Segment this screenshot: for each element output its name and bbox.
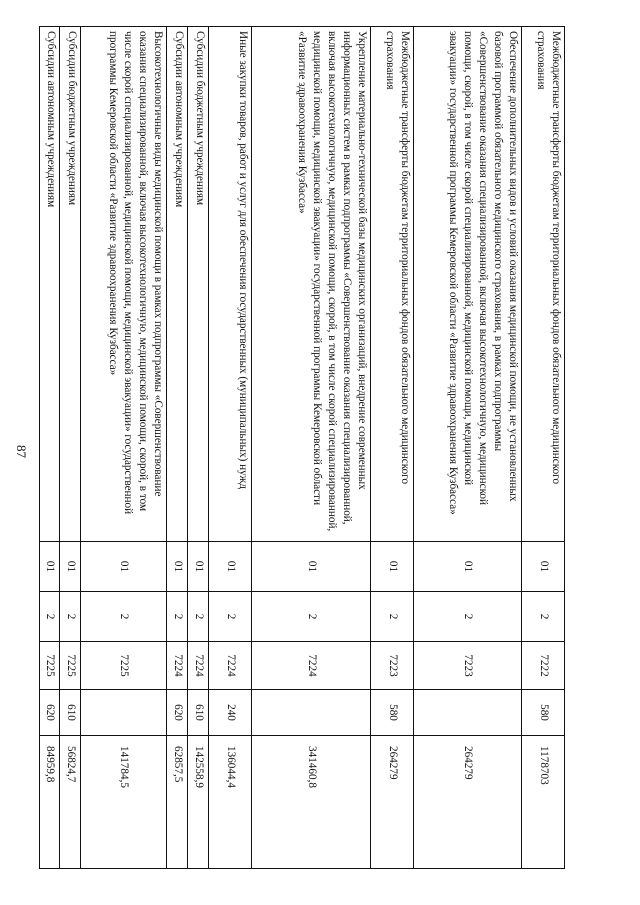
cell-c3: 7223 <box>371 642 414 690</box>
cell-c1: 01 <box>371 542 414 592</box>
cell-name: Обеспечение дополнительных видов и условий оказания медицинской помощи, не установленных базовой программой обязательного медицинского страхования, в рамках подпрограммы «Совершенствование оказания специализированной, включая высокотехнологичную, медицинской помощи, скорой, в том числе скорой специализированной, медицинской помощи, медицинской эвакуации» государственной программы Кемеровской области «Развитие здравоохранения Кузбасса» <box>414 27 522 542</box>
cell-c4: 240 <box>209 690 252 736</box>
cell-c2: 2 <box>209 592 252 642</box>
cell-c1: 01 <box>167 542 188 592</box>
page-number: 87 <box>14 445 29 458</box>
table-row <box>371 27 414 869</box>
cell-c1: 01 <box>81 542 167 592</box>
cell-name: Укрепление материально-технической базы медицинских организаций, внедрение современных информационных систем в рамках подпрограммы «Совершенствование оказания специализированной, включая высокотехнологичную, медицинской помощи, скорой, в том числе скорой специализированной, медицинской помощи, медицинской эвакуации» государственной программы Кемеровской области «Развитие здравоохранения Кузбасса» <box>252 27 371 542</box>
cell-c3: 7225 <box>81 642 167 690</box>
cell-name: Иные закупки товаров, работ и услуг для обеспечения государственных (муниципальных) нужд <box>209 27 252 542</box>
cell-c2: 2 <box>60 592 81 642</box>
cell-c4: 620 <box>167 690 188 736</box>
cell-c1: 01 <box>522 542 565 592</box>
cell-c3: 7222 <box>522 642 565 690</box>
cell-amount: 142558,9 <box>188 736 209 869</box>
cell-name: Субсидии бюджетным учреждениям <box>188 27 209 542</box>
cell-c2: 2 <box>252 592 371 642</box>
budget-table-container <box>44 26 565 868</box>
cell-c1: 01 <box>252 542 371 592</box>
cell-name: Межбюджетные трансферты бюджетам территориальных фондов обязательного медицинского страхования <box>522 27 565 542</box>
cell-c2: 2 <box>40 592 60 642</box>
cell-amount: 264279 <box>371 736 414 869</box>
cell-c3: 7223 <box>414 642 522 690</box>
cell-c1: 01 <box>40 542 60 592</box>
cell-c1: 01 <box>414 542 522 592</box>
cell-name: Высокотехнологичные виды медицинской помощи в рамках подпрограммы «Совершенствование оказания специализированной, включая высокотехнологичную, медицинской помощи, скорой, в том числе скорой специализированной, медицинской помощи, медицинской эвакуации» государственной программы Кемеровской области «Развитие здравоохранения Кузбасса» <box>81 27 167 542</box>
cell-amount: 341460,8 <box>252 736 371 869</box>
cell-c4 <box>81 690 167 736</box>
table-row <box>188 27 209 869</box>
table-body <box>40 27 565 869</box>
cell-c2: 2 <box>371 592 414 642</box>
cell-c2: 2 <box>414 592 522 642</box>
cell-c4 <box>414 690 522 736</box>
cell-name: Субсидии автономным учреждениям <box>167 27 188 542</box>
cell-c2: 2 <box>167 592 188 642</box>
cell-c3: 7224 <box>252 642 371 690</box>
cell-c3: 7224 <box>188 642 209 690</box>
cell-c4: 620 <box>40 690 60 736</box>
table-row <box>522 27 565 869</box>
table-row <box>40 27 60 869</box>
cell-c3: 7224 <box>167 642 188 690</box>
table-row <box>60 27 81 869</box>
cell-c2: 2 <box>522 592 565 642</box>
table-row <box>209 27 252 869</box>
cell-amount: 84959,8 <box>40 736 60 869</box>
cell-c4 <box>252 690 371 736</box>
budget-table <box>39 26 565 869</box>
cell-name: Межбюджетные трансферты бюджетам территориальных фондов обязательного медицинского страхования <box>371 27 414 542</box>
cell-c2: 2 <box>188 592 209 642</box>
table-row <box>167 27 188 869</box>
cell-c1: 01 <box>188 542 209 592</box>
cell-c4: 610 <box>60 690 81 736</box>
cell-amount: 264279 <box>414 736 522 869</box>
cell-c3: 7225 <box>40 642 60 690</box>
cell-amount: 62857,5 <box>167 736 188 869</box>
cell-amount: 56824,7 <box>60 736 81 869</box>
cell-c3: 7225 <box>60 642 81 690</box>
cell-name: Субсидии бюджетным учреждениям <box>60 27 81 542</box>
table-row <box>252 27 371 869</box>
cell-c4: 580 <box>522 690 565 736</box>
cell-c4: 610 <box>188 690 209 736</box>
cell-c1: 01 <box>60 542 81 592</box>
cell-c1: 01 <box>209 542 252 592</box>
cell-amount: 141784,5 <box>81 736 167 869</box>
cell-name: Субсидии автономным учреждениям <box>40 27 60 542</box>
table-row <box>81 27 167 869</box>
cell-amount: 1178703 <box>522 736 565 869</box>
cell-c2: 2 <box>81 592 167 642</box>
cell-c3: 7224 <box>209 642 252 690</box>
cell-c4: 580 <box>371 690 414 736</box>
cell-amount: 136044,4 <box>209 736 252 869</box>
table-row <box>414 27 522 869</box>
